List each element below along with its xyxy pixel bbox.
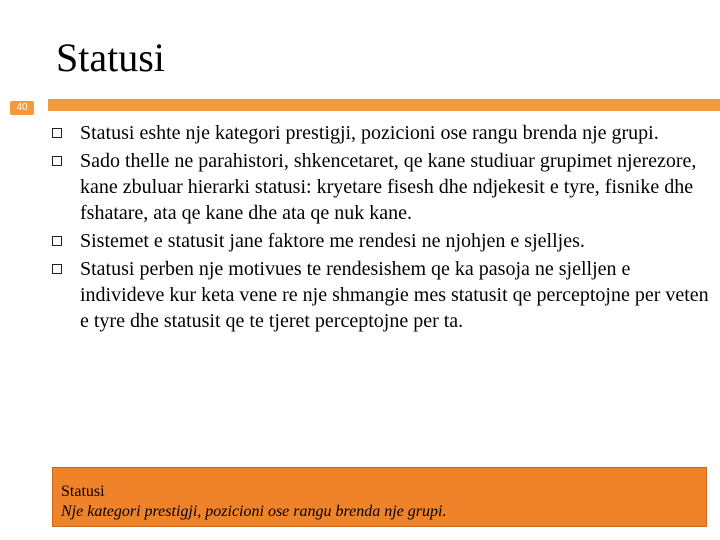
slide-title: Statusi [56, 35, 165, 80]
square-bullet-icon [52, 156, 62, 166]
callout-title: Statusi [61, 483, 105, 500]
bullet-list [52, 120, 712, 334]
bullet-item [52, 256, 712, 334]
title-rule [0, 99, 720, 117]
square-bullet-icon [52, 264, 62, 274]
callout-text: Nje kategori prestigji, pozicioni ose rangu brenda nje grupi. [61, 503, 447, 520]
square-bullet-icon [52, 128, 62, 138]
bullet-item [52, 120, 712, 146]
bullet-text: Sistemet e statusit jane faktore me rendesi ne njohjen e sjelljes. [80, 230, 585, 252]
bullet-text: Statusi eshte nje kategori prestigji, pozicioni ose rangu brenda nje grupi. [80, 122, 659, 144]
bullet-item [52, 228, 712, 254]
definition-callout [52, 467, 707, 527]
accent-bar [48, 99, 720, 111]
bullet-text: Sado thelle ne parahistori, shkencetaret, qe kane studiuar grupimet njerezore, kane zbuluar hierarki statusi: kryetare fisesh dhe ndjekesit e tyre, fisnike dhe fshatare, ata qe kane dhe ata qe nuk kane. [80, 150, 697, 224]
bullet-text: Statusi perben nje motivues te rendesishem qe ka pasoja ne sjelljen e individeve kur keta vene re nje shmangie mes statusit qe perceptojne per veten e tyre dhe statusit qe te tjeret perceptojne per ta. [80, 258, 709, 332]
slide-number: 40 [10, 101, 34, 115]
square-bullet-icon [52, 236, 62, 246]
bullet-item [52, 148, 712, 226]
